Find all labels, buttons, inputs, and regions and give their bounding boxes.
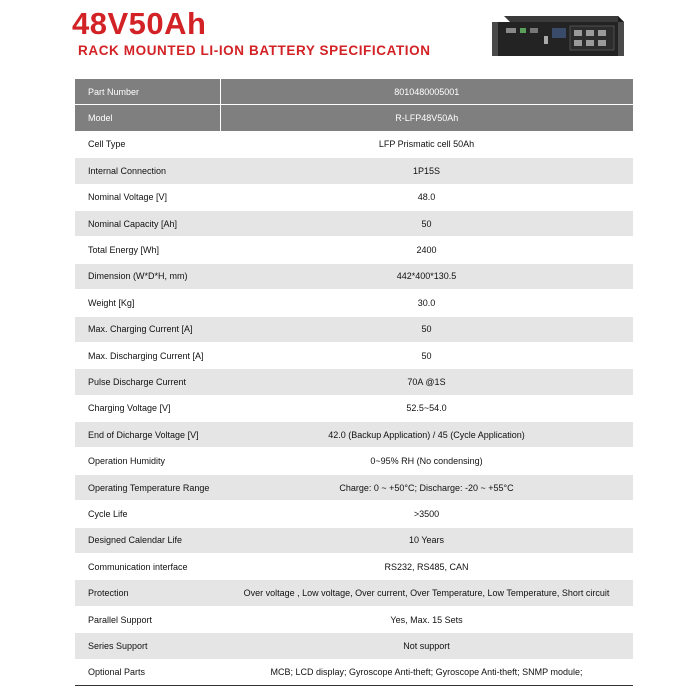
- spec-row: [75, 237, 633, 263]
- spec-row: [75, 395, 633, 421]
- specification-table: [75, 79, 633, 686]
- spec-row: [75, 342, 633, 368]
- spec-value: Not support: [220, 633, 633, 659]
- spec-label: Designed Calendar Life: [75, 527, 220, 553]
- spec-label: Dimension (W*D*H, mm): [75, 263, 220, 289]
- spec-value: 50: [220, 316, 633, 342]
- spec-value: 70A @1S: [220, 369, 633, 395]
- spec-label: Nominal Voltage [V]: [75, 184, 220, 210]
- spec-row: [75, 554, 633, 580]
- spec-label: Part Number: [75, 79, 220, 105]
- spec-value: 1P15S: [220, 158, 633, 184]
- spec-value: 2400: [220, 237, 633, 263]
- spec-row: [75, 606, 633, 632]
- spec-row: [75, 369, 633, 395]
- spec-row: [75, 633, 633, 659]
- spec-value: 42.0 (Backup Application) / 45 (Cycle Application): [220, 422, 633, 448]
- spec-row: [75, 79, 633, 105]
- spec-label: Charging Voltage [V]: [75, 395, 220, 421]
- product-title: 48V50Ah: [72, 6, 207, 41]
- spec-row: [75, 131, 633, 157]
- spec-value: 10 Years: [220, 527, 633, 553]
- spec-value: R-LFP48V50Ah: [220, 105, 633, 131]
- spec-label: Communication interface: [75, 554, 220, 580]
- spec-value: Yes, Max. 15 Sets: [220, 606, 633, 632]
- spec-row: [75, 448, 633, 474]
- spec-label: Protection: [75, 580, 220, 606]
- spec-value: 50: [220, 342, 633, 368]
- spec-label: Weight [Kg]: [75, 290, 220, 316]
- spec-label: Operation Humidity: [75, 448, 220, 474]
- spec-value: Over voltage , Low voltage, Over current, Over Temperature, Low Temperature, Short circuit: [220, 580, 633, 606]
- spec-label: Total Energy [Wh]: [75, 237, 220, 263]
- product-subtitle: RACK MOUNTED LI-ION BATTERY SPECIFICATION: [78, 43, 431, 58]
- spec-label: Max. Charging Current [A]: [75, 316, 220, 342]
- spec-value: MCB; LCD display; Gyroscope Anti-theft; Gyroscope Anti-theft; SNMP module;: [220, 659, 633, 685]
- spec-value: Charge: 0 ~ +50°C; Discharge: -20 ~ +55°C: [220, 474, 633, 500]
- spec-label: Max. Discharging Current [A]: [75, 342, 220, 368]
- spec-row: [75, 316, 633, 342]
- spec-label: Pulse Discharge Current: [75, 369, 220, 395]
- spec-row: [75, 158, 633, 184]
- spec-row: [75, 184, 633, 210]
- spec-row: [75, 263, 633, 289]
- spec-row: [75, 501, 633, 527]
- spec-label: Nominal Capacity [Ah]: [75, 210, 220, 236]
- spec-label: Model: [75, 105, 220, 131]
- spec-row: [75, 580, 633, 606]
- spec-label: Optional Parts: [75, 659, 220, 685]
- spec-value: RS232, RS485, CAN: [220, 554, 633, 580]
- spec-value: LFP Prismatic cell 50Ah: [220, 131, 633, 157]
- spec-row: [75, 474, 633, 500]
- spec-value: 8010480005001: [220, 79, 633, 105]
- spec-label: Operating Temperature Range: [75, 474, 220, 500]
- spec-value: 30.0: [220, 290, 633, 316]
- spec-value: 52.5~54.0: [220, 395, 633, 421]
- spec-label: Internal Connection: [75, 158, 220, 184]
- spec-label: Cycle Life: [75, 501, 220, 527]
- rack-battery-image: [486, 12, 626, 62]
- spec-row: [75, 527, 633, 553]
- spec-value: 48.0: [220, 184, 633, 210]
- spec-value: 50: [220, 210, 633, 236]
- spec-value: 0~95% RH (No condensing): [220, 448, 633, 474]
- spec-row: [75, 422, 633, 448]
- spec-row: [75, 210, 633, 236]
- spec-label: Series Support: [75, 633, 220, 659]
- spec-row: [75, 290, 633, 316]
- spec-row: [75, 105, 633, 131]
- spec-value: >3500: [220, 501, 633, 527]
- spec-label: Parallel Support: [75, 606, 220, 632]
- spec-label: End of Dicharge Voltage [V]: [75, 422, 220, 448]
- spec-value: 442*400*130.5: [220, 263, 633, 289]
- spec-label: Cell Type: [75, 131, 220, 157]
- spec-row: [75, 659, 633, 685]
